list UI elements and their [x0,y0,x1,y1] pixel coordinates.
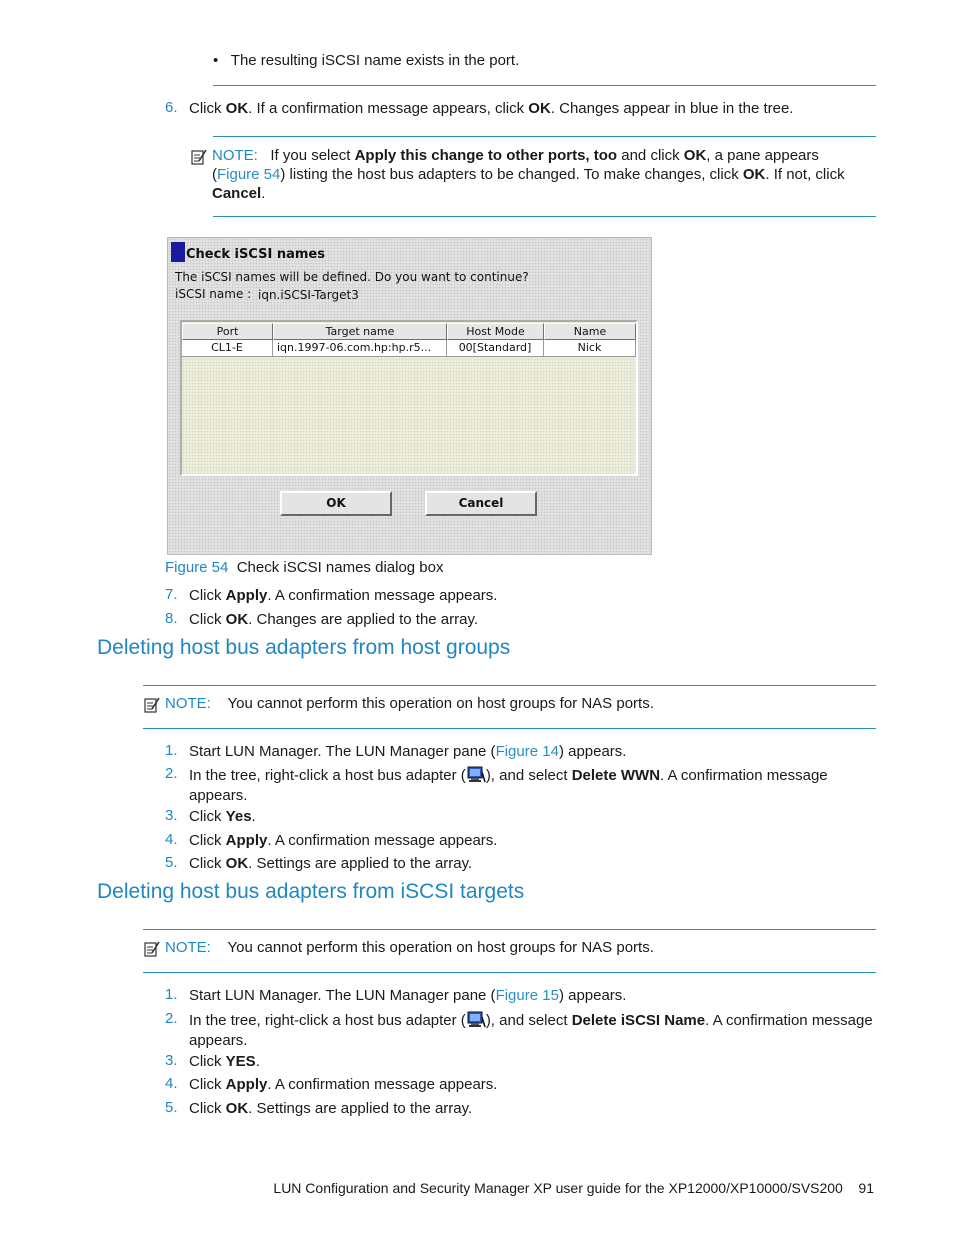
step-6-text: Click OK. If a confirmation message appears, click OK. Changes appear in blue in the tree. [189,100,794,117]
page-footer [0,1180,874,1196]
dialog-title: Check iSCSI names [186,247,325,262]
step-3-text: Click Yes. [189,808,256,825]
step-number: 2. [165,765,178,782]
figure-link[interactable]: Figure 15 [495,987,559,1004]
ok-button[interactable]: OK [280,491,392,516]
page-number: 91 [858,1180,874,1196]
step-1-text: Start LUN Manager. The LUN Manager pane (Figure 14) appears. [189,743,627,760]
note-icon [143,940,161,958]
divider [213,136,876,137]
step-5-text: Click OK. Settings are applied to the array. [189,855,473,872]
step-number: 3. [165,1052,178,1069]
step-number: 4. [165,1075,178,1092]
divider [213,216,876,217]
step-4-text: Click Apply. A confirmation message appears. [189,832,498,849]
step-number: 6. [165,99,178,116]
divider [143,685,876,686]
step-number: 4. [165,831,178,848]
divider [143,929,876,930]
figure-caption: Figure 54 Check iSCSI names dialog box [165,559,444,576]
host-bus-adapter-icon [466,765,486,783]
note-text: NOTE: If you select Apply this change to other ports, too and click OK, a pane appears (Figure 54) listing the host bus adapters to be changed. To make changes, click OK. If not, click Cancel. [212,147,845,202]
step-number: 1. [165,986,178,1003]
divider [143,728,876,729]
column-header-host-mode[interactable]: Host Mode [447,323,544,340]
step-7-text: Click Apply. A confirmation message appears. [189,587,498,604]
divider [143,972,876,973]
iscsi-name-label: iSCSI name : [175,287,252,301]
bullet-text: The resulting iSCSI name exists in the port. [230,52,520,69]
note-text: NOTE: You cannot perform this operation on host groups for NAS ports. [165,695,654,712]
note-icon [190,148,208,166]
host-bus-adapter-icon [466,1010,486,1028]
step-2-text: In the tree, right-click a host bus adapter ( ), and select Delete WWN. A confirmation message appears. [189,767,828,804]
note-label: NOTE: [212,147,258,164]
names-table [180,320,638,476]
footer-title: LUN Configuration and Security Manager XP user guide for the XP12000/XP10000/SVS200 [273,1180,843,1196]
table-cell-port[interactable]: CL1-E [182,340,273,357]
note-text: NOTE: You cannot perform this operation on host groups for NAS ports. [165,939,654,956]
step-number: 2. [165,1010,178,1027]
step-1-text: Start LUN Manager. The LUN Manager pane (Figure 15) appears. [189,987,627,1004]
bullet-item [213,51,519,71]
step-number: 8. [165,610,178,627]
step-number: 1. [165,742,178,759]
table-cell-target-name[interactable]: iqn.1997-06.com.hp:hp.r5... [273,340,447,357]
divider [213,85,876,86]
section-heading: Deleting host bus adapters from host groups [97,636,511,659]
column-header-target-name[interactable]: Target name [273,323,447,340]
step-2-text: In the tree, right-click a host bus adapter ( ), and select Delete iSCSI Name. A confirmation message appears. [189,1012,873,1049]
check-iscsi-names-dialog [167,237,652,555]
cancel-button[interactable]: Cancel [425,491,537,516]
figure-link[interactable]: Figure 54 [217,166,281,183]
step-number: 5. [165,854,178,871]
figure-label: Figure 54 [165,559,229,576]
dialog-message: The iSCSI names will be defined. Do you want to continue? [175,270,529,284]
table-cell-name[interactable]: Nick [544,340,636,357]
step-number: 5. [165,1099,178,1116]
column-header-port[interactable]: Port [182,323,273,340]
column-header-name[interactable]: Name [544,323,636,340]
step-4-text: Click Apply. A confirmation message appears. [189,1076,498,1093]
section-heading: Deleting host bus adapters from iSCSI targets [97,880,525,903]
bullet-dot: • [213,52,219,69]
step-number: 7. [165,586,178,603]
note-label: NOTE: [165,939,211,956]
step-5-text: Click OK. Settings are applied to the array. [189,1100,473,1117]
step-8-text: Click OK. Changes are applied to the array. [189,611,479,628]
title-marker [171,242,185,262]
note-icon [143,696,161,714]
figure-link[interactable]: Figure 14 [495,743,559,760]
iscsi-name-value: iqn.iSCSI-Target3 [258,288,359,302]
note-label: NOTE: [165,695,211,712]
table-cell-host-mode[interactable]: 00[Standard] [447,340,544,357]
step-number: 3. [165,807,178,824]
step-3-text: Click YES. [189,1053,260,1070]
